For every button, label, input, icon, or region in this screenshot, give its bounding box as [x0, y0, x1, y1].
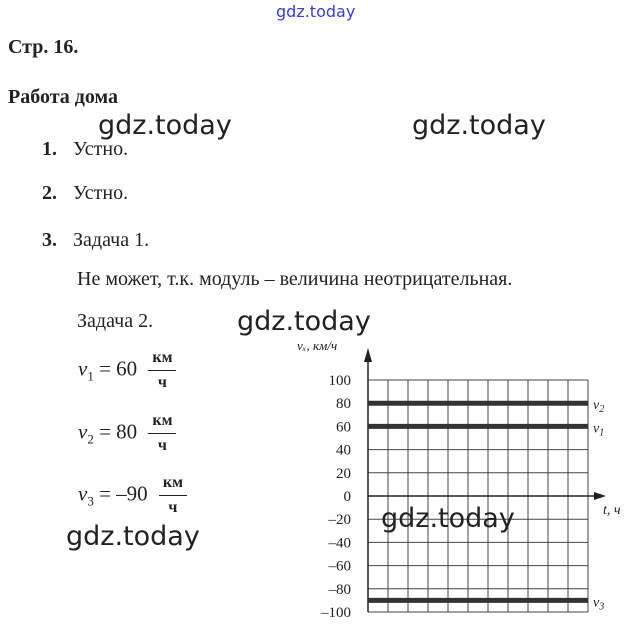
velocity-sub: 3	[87, 493, 94, 509]
item-number: 1.	[42, 138, 57, 160]
task1-answer: Не может, т.к. модуль – величина неотрицательная.	[77, 268, 513, 290]
velocity-var: v	[78, 356, 88, 381]
chart-axes	[364, 348, 606, 612]
x-axis-arrow	[594, 492, 606, 500]
y-tick-label: 60	[336, 419, 351, 436]
series-label-v3: $v_3$	[593, 595, 605, 613]
y-tick-label: 40	[336, 442, 351, 459]
y-tick-label: –60	[328, 558, 351, 575]
chart-ticks	[320, 373, 351, 621]
watermark: gdz.today	[237, 306, 371, 337]
y-tick-label: 0	[343, 489, 351, 505]
item-text: Устно.	[73, 138, 129, 160]
watermark: gdz.today	[412, 110, 546, 141]
item-text: Задача 1.	[73, 229, 150, 251]
velocity-eq: = –90	[99, 481, 148, 506]
y-tick-label: –80	[328, 581, 351, 598]
watermark: gdz.today	[381, 503, 515, 534]
y-tick-label: –40	[328, 535, 351, 552]
velocity-unit: $\frac{км}{ч}$	[148, 413, 176, 454]
velocity-unit: $\frac{км}{ч}$	[159, 475, 187, 516]
item-text: Устно.	[73, 182, 129, 204]
y-tick-label: –100	[321, 605, 351, 621]
velocity-eq: = 80	[99, 419, 138, 444]
series-label-v2: $v_2$	[593, 398, 605, 416]
y-tick-label: –20	[328, 512, 351, 529]
velocity-sub: 1	[87, 368, 94, 384]
section-heading: Работа дома	[8, 86, 118, 108]
page-title: Стр. 16.	[8, 36, 79, 58]
series-label-v1: $v_1$	[593, 421, 605, 439]
task2-label: Задача 2.	[77, 310, 154, 332]
velocity-eq: = 60	[99, 356, 138, 381]
watermark: gdz.today	[66, 521, 200, 552]
x-axis-label: t, ч	[603, 503, 621, 518]
item-number: 2.	[42, 182, 57, 204]
velocity-sub: 2	[87, 431, 94, 447]
y-tick-label: 100	[328, 373, 351, 389]
watermark-top: gdz.today	[276, 2, 356, 21]
y-tick-label: 80	[336, 396, 351, 413]
y-axis-arrow	[364, 348, 372, 362]
y-axis-label: vₓ, км/ч	[297, 338, 338, 353]
watermark: gdz.today	[98, 110, 232, 141]
y-tick-label: 20	[336, 465, 351, 482]
item-number: 3.	[42, 229, 57, 251]
velocity-var: v	[78, 419, 88, 444]
velocity-var: v	[78, 481, 88, 506]
velocity-unit: $\frac{км}{ч}$	[148, 350, 176, 391]
